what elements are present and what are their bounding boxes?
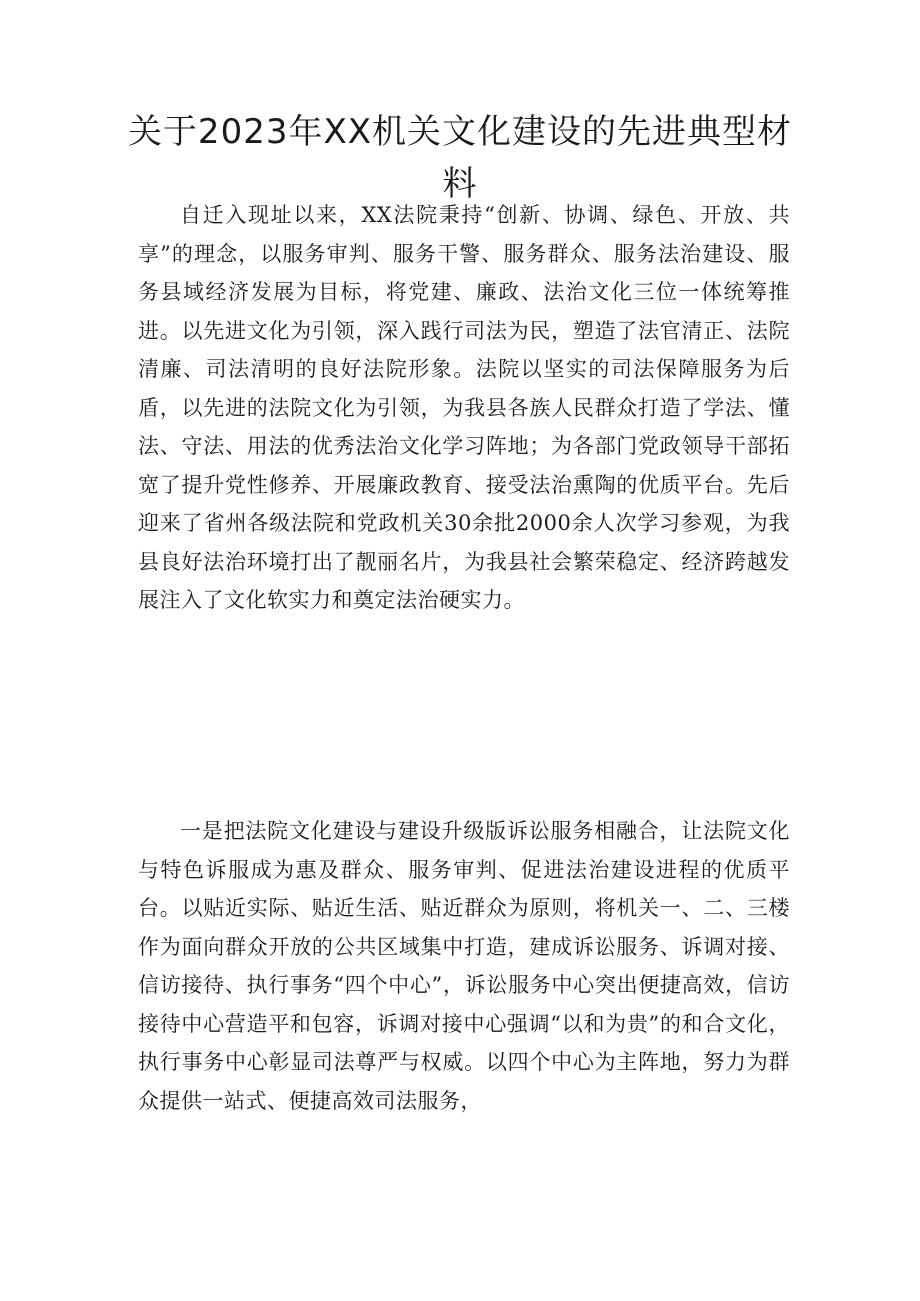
document-title: 关于2023年XX机关文化建设的先进典型材料: [127, 112, 793, 204]
paragraph-point-one: 一是把法院文化建设与建设升级版诉讼服务相融合，让法院文化与特色诉服成为惠及群众、服务审判、促进法治建设进程的优质平台。以贴近实际、贴近生活、贴近群众为原则，将机关一、二、三楼作为面向群众开放的公共区域集中打造，建成诉讼服务、诉调对接、信访接待、执行事务“四个中心”，诉讼服务中心突出便捷高效，信访接待中心营造平和包容，诉调对接中心强调“以和为贵”的和合文化，执行事务中心彰显司法尊严与权威。以四个中心为主阵地，努力为群众提供一站式、便捷高效司法服务，: [138, 819, 790, 1113]
paragraph-intro: 自迁入现址以来，XX法院秉持“创新、协调、绿色、开放、共享”的理念，以服务审判、服务干警、服务群众、服务法治建设、服务县域经济发展为目标，将党建、廉政、法治文化三位一体统筹推进。以先进文化为引领，深入践行司法为民，塑造了法官清正、法院清廉、司法清明的良好法院形象。法院以坚实的司法保障服务为后盾，以先进的法院文化为引领，为我县各族人民群众打造了学法、懂法、守法、用法的优秀法治文化学习阵地；为各部门党政领导干部拓宽了提升党性修养、开展廉政教育、接受法治熏陶的优质平台。先后迎来了省州各级法院和党政机关30余批2000余人次学习参观，为我县良好法治环境打出了靓丽名片，为我县社会繁荣稳定、经济跨越发展注入了文化软实力和奠定法治硬实力。: [138, 203, 790, 612]
